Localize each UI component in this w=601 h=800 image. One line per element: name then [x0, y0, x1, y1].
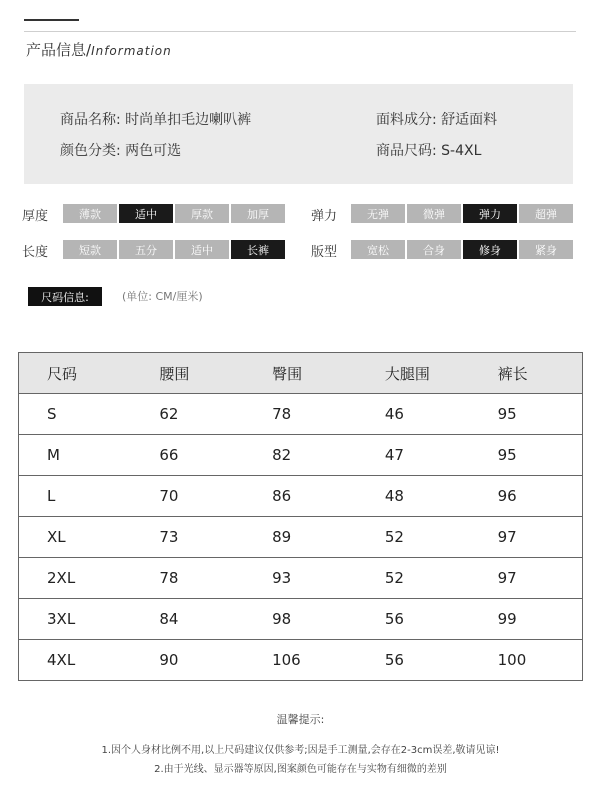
fit-option-0: 宽松: [351, 240, 405, 259]
header-size: 尺码: [19, 353, 132, 394]
fabric-value: 舒适面料: [441, 112, 498, 128]
cell-waist: 62: [131, 394, 244, 435]
thickness-option-2: 厚款: [175, 204, 229, 223]
elasticity-option-1: 微弹: [407, 204, 461, 223]
cell-hip: 86: [244, 476, 357, 517]
product-name: [60, 109, 251, 129]
length-option-0: 短款: [63, 240, 117, 259]
cell-length: 100: [470, 640, 583, 681]
cell-waist: 84: [131, 599, 244, 640]
cell-length: 96: [470, 476, 583, 517]
section-title: [26, 39, 172, 60]
header-waist: 腰围: [131, 353, 244, 394]
table-row: [19, 517, 583, 558]
unit-note: (单位: CM/厘米): [122, 290, 203, 303]
length-label: 长度: [22, 245, 49, 260]
table-row: [19, 599, 583, 640]
product-name-value: 时尚单扣毛边喇叭裤: [125, 112, 252, 128]
cell-waist: 78: [131, 558, 244, 599]
cell-length: 97: [470, 558, 583, 599]
cell-size: XL: [19, 517, 132, 558]
thickness-option-0: 薄款: [63, 204, 117, 223]
size-table: [18, 352, 583, 681]
cell-size: 4XL: [19, 640, 132, 681]
top-accent-rule: [24, 19, 79, 21]
elasticity-option-0: 无弹: [351, 204, 405, 223]
product-info-box: [24, 84, 573, 184]
elasticity-label: 弹力: [311, 209, 338, 224]
elasticity-option-3: 超弹: [519, 204, 573, 223]
cell-waist: 73: [131, 517, 244, 558]
cell-waist: 70: [131, 476, 244, 517]
section-title-en: Information: [91, 44, 172, 58]
cell-length: 95: [470, 394, 583, 435]
cell-thigh: 56: [357, 640, 470, 681]
elasticity-option-2: 弹力: [463, 204, 517, 223]
length-option-1: 五分: [119, 240, 173, 259]
cell-waist: 66: [131, 435, 244, 476]
cell-size: 3XL: [19, 599, 132, 640]
cell-thigh: 48: [357, 476, 470, 517]
cell-thigh: 56: [357, 599, 470, 640]
cell-size: M: [19, 435, 132, 476]
table-row: [19, 476, 583, 517]
fabric-label: 面料成分:: [376, 112, 437, 128]
cell-hip: 98: [244, 599, 357, 640]
color-category: [60, 140, 181, 160]
cell-hip: 82: [244, 435, 357, 476]
table-row: [19, 435, 583, 476]
tips-title: 温馨提示:: [276, 713, 325, 726]
color-label: 颜色分类:: [60, 143, 121, 159]
fit-option-1: 合身: [407, 240, 461, 259]
section-title-cn: 产品信息/: [26, 41, 92, 59]
cell-size: 2XL: [19, 558, 132, 599]
table-row: [19, 394, 583, 435]
cell-length: 97: [470, 517, 583, 558]
cell-hip: 93: [244, 558, 357, 599]
thickness-option-1: 适中: [119, 204, 173, 223]
thickness-label: 厚度: [22, 209, 49, 224]
cell-length: 99: [470, 599, 583, 640]
thickness-option-3: 加厚: [231, 204, 285, 223]
fabric: [376, 109, 497, 129]
cell-thigh: 46: [357, 394, 470, 435]
table-row: [19, 640, 583, 681]
fit-option-3: 紧身: [519, 240, 573, 259]
table-row: [19, 558, 583, 599]
product-size: [376, 140, 481, 160]
size-label: 商品尺码:: [376, 143, 437, 159]
fit-label: 版型: [311, 245, 338, 260]
cell-hip: 78: [244, 394, 357, 435]
cell-size: L: [19, 476, 132, 517]
header-hip: 臀围: [244, 353, 357, 394]
color-value: 两色可选: [125, 143, 182, 159]
cell-hip: 89: [244, 517, 357, 558]
length-option-3: 长裤: [231, 240, 285, 259]
length-option-2: 适中: [175, 240, 229, 259]
product-name-label: 商品名称:: [60, 112, 121, 128]
size-info-badge: 尺码信息:: [28, 287, 102, 306]
size-value: S-4XL: [441, 143, 482, 159]
cell-length: 95: [470, 435, 583, 476]
top-divider: [24, 31, 576, 32]
cell-thigh: 52: [357, 517, 470, 558]
cell-hip: 106: [244, 640, 357, 681]
tip-line-1: 1.因个人身材比例不用,以上尺码建议仅供参考;因是手工测量,会存在2-3cm误差,敬请见谅!: [101, 745, 500, 756]
cell-thigh: 52: [357, 558, 470, 599]
fit-option-2: 修身: [463, 240, 517, 259]
cell-waist: 90: [131, 640, 244, 681]
table-header-row: [19, 353, 583, 394]
header-thigh: 大腿围: [357, 353, 470, 394]
tip-line-2: 2.由于光线、显示器等原因,图案颜色可能存在与实物有细微的差别: [154, 764, 447, 775]
header-length: 裤长: [470, 353, 583, 394]
cell-thigh: 47: [357, 435, 470, 476]
cell-size: S: [19, 394, 132, 435]
